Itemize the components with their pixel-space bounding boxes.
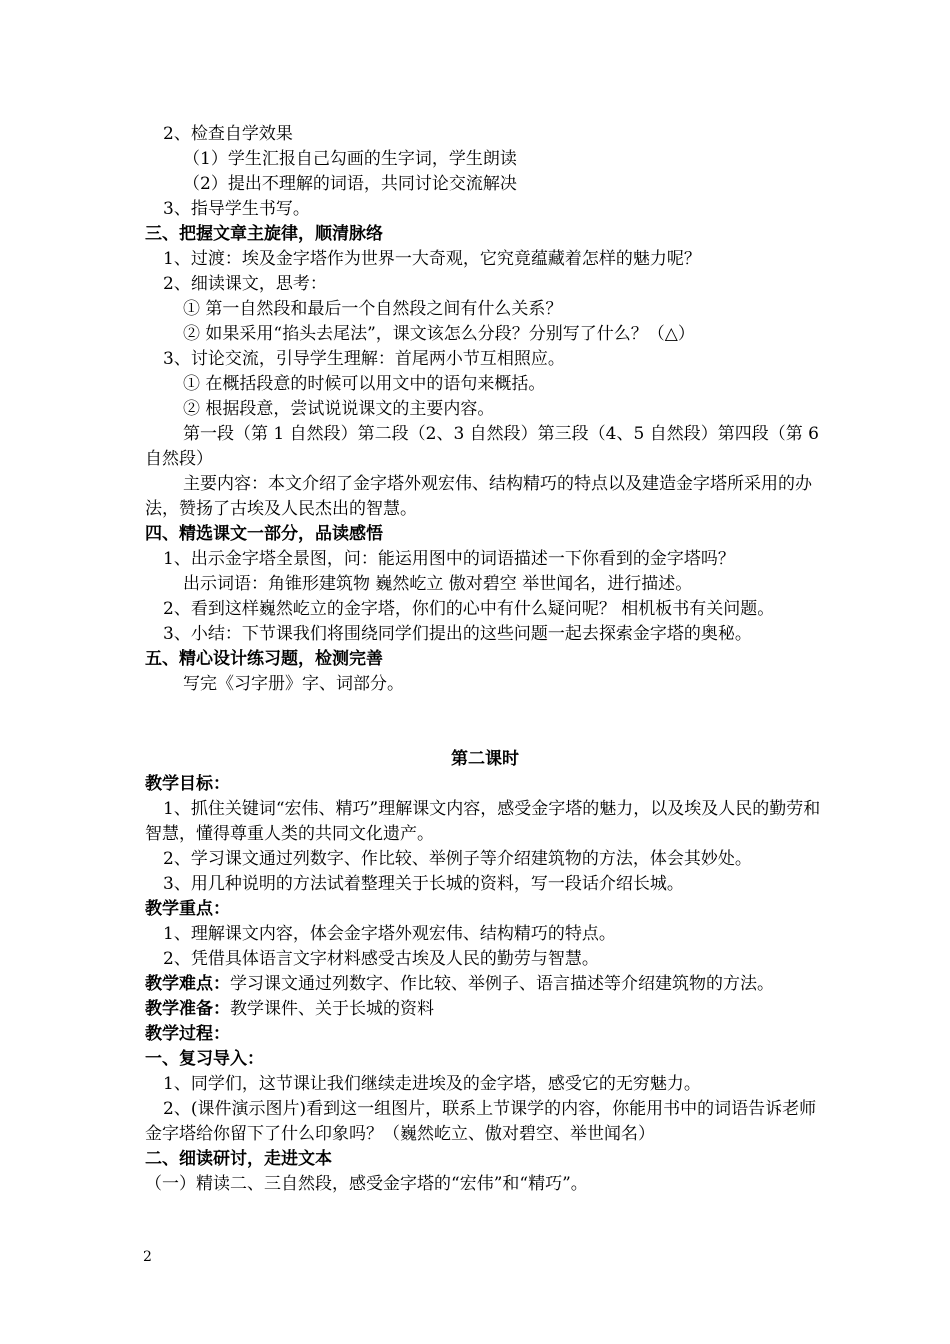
text-line: 2、凭借具体语言文字材料感受古埃及人民的勤劳与智慧。 (163, 949, 599, 969)
text-line: （一）精读二、三自然段，感受金字塔的“宏伟”和“精巧”。 (145, 1174, 588, 1194)
text-line: 3、小结：下节课我们将围绕同学们提出的这些问题一起去探索金字塔的奥秘。 (163, 624, 752, 644)
document-body (145, 122, 825, 1197)
paragraph: 2、看到这样巍然屹立的金字塔，你们的心中有什么疑问呢？ 相机板书有关问题。 (163, 599, 775, 619)
section-heading: 四、精选课文一部分，品读感悟 (145, 524, 383, 544)
section-heading: 教学过程： (145, 1024, 230, 1044)
value: 学习课文通过列数字、作比较、举例子、语言描述等介绍建筑物的方法。 (230, 974, 774, 994)
text-line: 2、学习课文通过列数字、作比较、举例子等介绍建筑物的方法，体会其妙处。 (163, 849, 752, 869)
paragraph: 第一段（第 1 自然段）第二段（2、3 自然段）第三段（4、5 自然段）第四段（第 6 自然段） (145, 424, 819, 469)
spacer (145, 697, 825, 747)
text-line: 3、讨论交流，引导学生理解：首尾两小节互相照应。 (163, 349, 565, 369)
text-line: 出示词语：角锥形建筑物 巍然屹立 傲对碧空 举世闻名，进行描述。 (183, 574, 693, 594)
label: 教学难点： (145, 974, 230, 994)
text-line: 2、检查自学效果 (163, 124, 293, 144)
section-heading: 教学重点： (145, 899, 230, 919)
text-line: 1、同学们，这节课让我们继续走进埃及的金字塔，感受它的无穷魅力。 (163, 1074, 701, 1094)
value: 教学课件、关于长城的资料 (230, 999, 434, 1019)
page-number: 2 (143, 1249, 152, 1265)
text-line: ② 根据段意，尝试说说课文的主要内容。 (183, 399, 495, 419)
text-line: 1、过渡：埃及金字塔作为世界一大奇观，它究竟蕴藏着怎样的魅力呢？ (163, 249, 701, 269)
text-line: ② 如果采用“掐头去尾法”，课文该怎么分段？分别写了什么？（△） (183, 324, 695, 344)
section-heading: 教学目标： (145, 774, 230, 794)
text-line: ① 第一自然段和最后一个自然段之间有什么关系？ (183, 299, 563, 319)
text-line: 写完《习字册》字、词部分。 (183, 674, 404, 694)
section-heading: 五、精心设计练习题，检测完善 (145, 649, 383, 669)
difficulty-line (145, 972, 825, 997)
paragraph: 主要内容：本文介绍了金字塔外观宏伟、结构精巧的特点以及建造金字塔所采用的办法，赞扬了古埃及人民杰出的智慧。 (145, 474, 812, 519)
lesson-title: 第二课时 (451, 749, 519, 769)
section-heading: 二、细读研讨，走进文本 (145, 1149, 332, 1169)
text-line: 1、出示金字塔全景图，问：能运用图中的词语描述一下你看到的金字塔吗？ (163, 549, 735, 569)
text-line: 2、细读课文，思考： (163, 274, 327, 294)
section-heading: 一、复习导入： (145, 1049, 264, 1069)
text-line: （1）学生汇报自己勾画的生字词，学生朗读 (183, 149, 517, 169)
paragraph: 2、(课件演示图片)看到这一组图片，联系上节课学的内容，你能用书中的词语告诉老师金字塔给你留下了什么印象吗？（巍然屹立、傲对碧空、举世闻名） (145, 1099, 817, 1144)
text-line: 1、理解课文内容，体会金字塔外观宏伟、结构精巧的特点。 (163, 924, 616, 944)
text-line: ① 在概括段意的时候可以用文中的语句来概括。 (183, 374, 546, 394)
text-line: （2）提出不理解的词语，共同讨论交流解决 (183, 174, 517, 194)
section-heading: 三、把握文章主旋律，顺清脉络 (145, 224, 383, 244)
label: 教学准备： (145, 999, 230, 1019)
text-line: 3、用几种说明的方法试着整理关于长城的资料，写一段话介绍长城。 (163, 874, 684, 894)
preparation-line (145, 997, 825, 1022)
paragraph: 1、抓住关键词“宏伟、精巧”理解课文内容，感受金字塔的魅力，以及埃及人民的勤劳和智慧，懂得尊重人类的共同文化遗产。 (145, 799, 821, 844)
text-line: 3、指导学生书写。 (163, 199, 310, 219)
